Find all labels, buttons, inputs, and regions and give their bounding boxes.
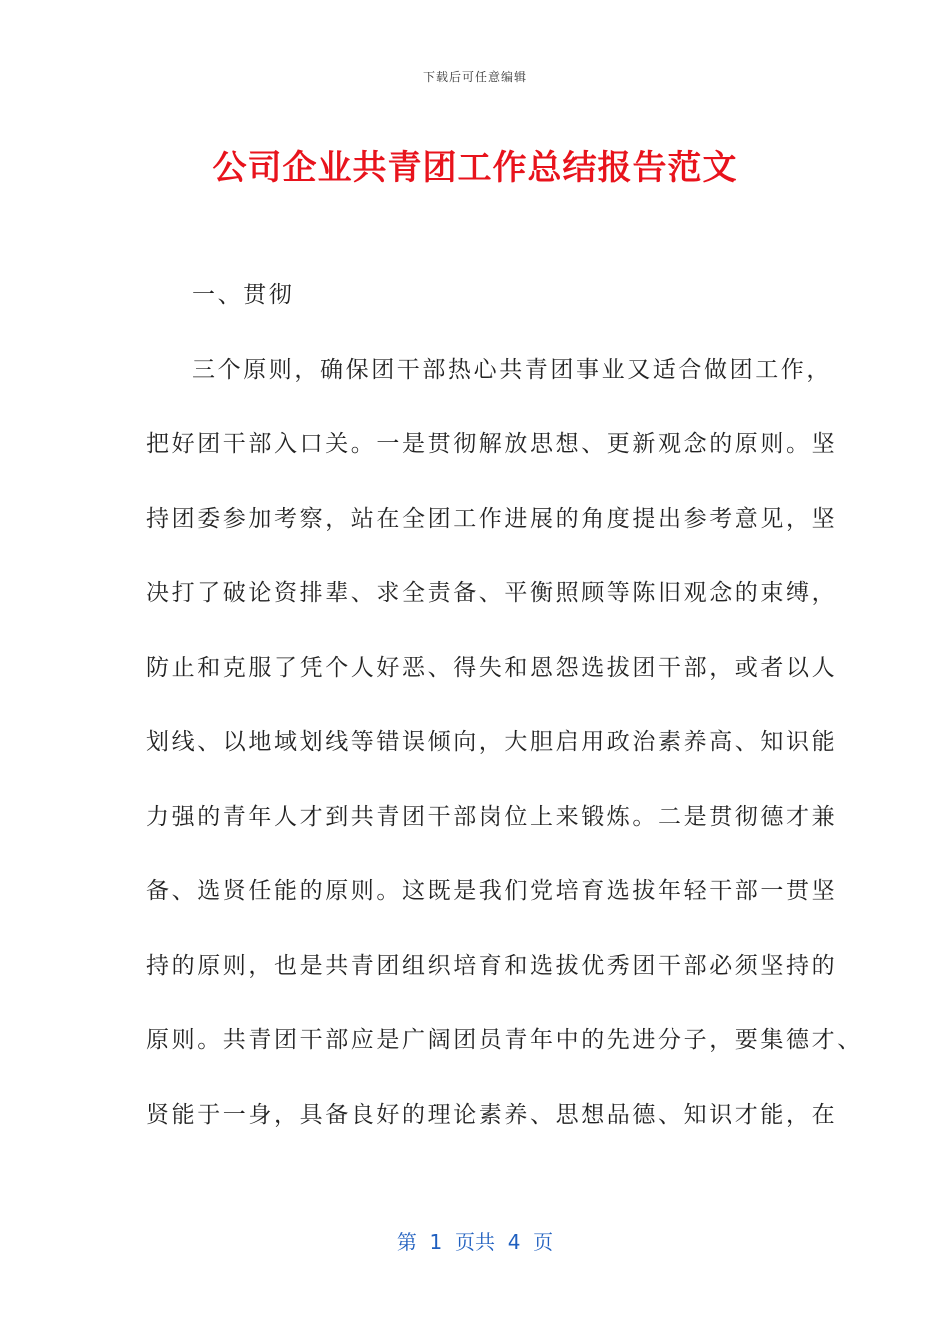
- paragraph-line: 划线、以地域划线等错误倾向，大胆启用政治素养高、知识能: [146, 729, 838, 755]
- paragraph-line: 原则。共青团干部应是广阔团员青年中的先进分子，要集德才、: [146, 1027, 863, 1053]
- paragraph-line: 三个原则，确保团干部热心共青团事业又适合做团工作，: [192, 357, 832, 383]
- paragraph-line: 决打了破论资排辈、求全责备、平衡照顾等陈旧观念的束缚，: [146, 580, 838, 606]
- page-number-footer: 第 1 页共 4 页: [396, 1230, 554, 1254]
- paragraph-line: 备、选贤任能的原则。这既是我们党培育选拔年轻干部一贯坚: [146, 878, 838, 904]
- paragraph-line: 持团委参加考察，站在全团工作进展的角度提出参考意见，坚: [146, 506, 838, 532]
- header-note: 下载后可任意编辑: [422, 70, 527, 84]
- paragraph-line: 持的原则，也是共青团组织培育和选拔优秀团干部必须坚持的: [146, 953, 838, 979]
- paragraph-line: 防止和克服了凭个人好恶、得失和恩怨选拔团干部，或者以人: [146, 655, 838, 681]
- paragraph-line: 贤能于一身，具备良好的理论素养、思想品德、知识才能，在: [146, 1102, 838, 1128]
- document-title: 公司企业共青团工作总结报告范文: [212, 148, 738, 188]
- paragraph-line: 力强的青年人才到共青团干部岗位上来锻炼。二是贯彻德才兼: [146, 804, 838, 830]
- heading-line: 一、贯彻: [192, 282, 295, 308]
- paragraph-line: 把好团干部入口关。一是贯彻解放思想、更新观念的原则。坚: [146, 431, 838, 457]
